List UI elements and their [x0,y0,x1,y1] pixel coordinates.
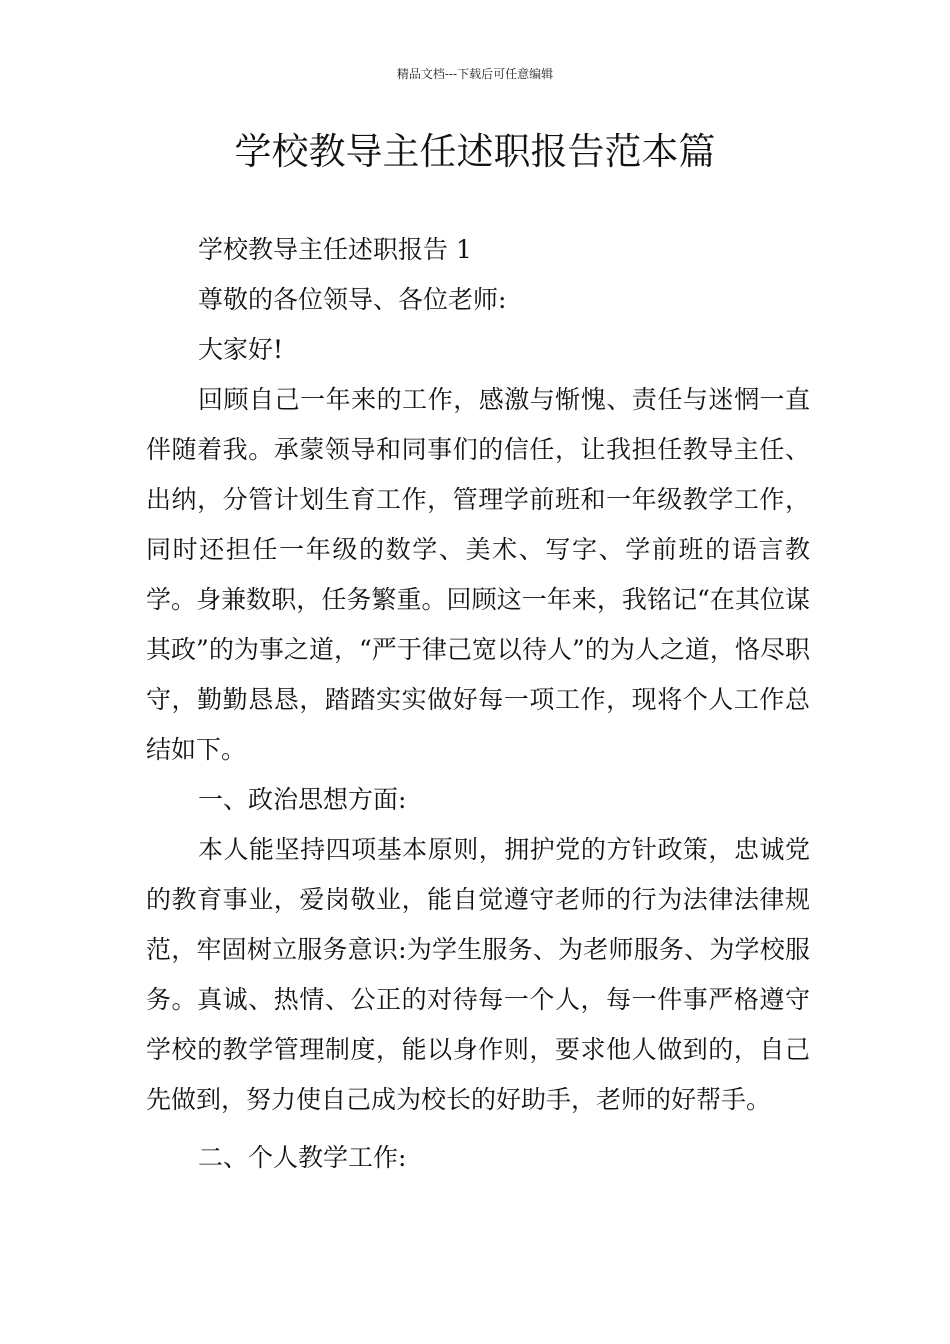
header-note: 精品文档---下载后可任意编辑 [396,67,554,81]
document-body [146,225,810,1183]
political-paragraph: 本人能坚持四项基本原则，拥护党的方针政策，忠诚党的教育事业，爱岗敬业，能自觉遵守老师的行为法律法律规范，牢固树立服务意识:为学生服务、为老师服务、为学校服务。真诚、热情、公正的对待每一个人，每一件事严格遵守学校的教学管理制度，能以身作则，要求他人做到的，自己先做到，努力使自己成为校长的好助手，老师的好帮手。 [146,835,810,1114]
document-title: 学校教导主任述职报告范本篇 [234,130,716,173]
section-heading-political: 一、政治思想方面: [198,785,407,814]
greeting: 大家好! [198,335,284,364]
intro-paragraph: 回顾自己一年来的工作，感激与惭愧、责任与迷惘一直伴随着我。承蒙领导和同事们的信任，让我担任教导主任、出纳，分管计划生育工作，管理学前班和一年级教学工作，同时还担任一年级的数学、美术、写字、学前班的语言教学。身兼数职，任务繁重。回顾这一年来，我铭记“在其位谋其政”的为事之道，“严于律己宽以待人”的为人之道，恪尽职守，勤勤恳恳，踏踏实实做好每一项工作，现将个人工作总结如下。 [146,385,810,764]
section-heading-teaching: 二、个人教学工作: [198,1143,407,1172]
report-subtitle: 学校教导主任述职报告 1 [198,235,472,264]
salutation: 尊敬的各位领导、各位老师: [198,285,507,314]
